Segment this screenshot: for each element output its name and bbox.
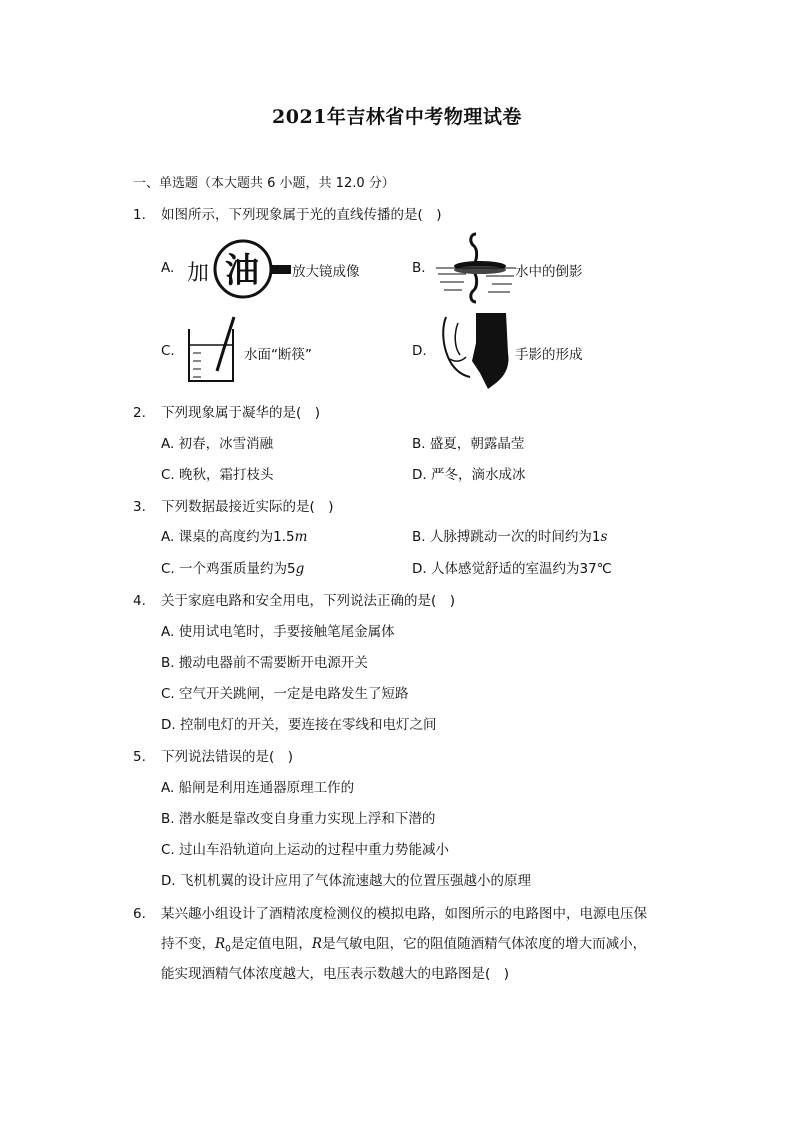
option-caption: 水中的倒影 [515, 264, 583, 280]
question-stem: 下列数据最接近实际的是( ) [161, 499, 334, 515]
text-fragment: 是气敏电阻，它的阻值随酒精气体浓度的增大而减小， [322, 936, 647, 952]
question-stem: 下列现象属于凝华的是( ) [161, 405, 321, 421]
question-5 [133, 745, 293, 765]
question-number: 4. [133, 593, 146, 609]
question-stem: 下列说法错误的是( ) [161, 749, 294, 765]
option-text: A. 课桌的高度约为1.5 [161, 529, 295, 545]
option-label: B. [412, 260, 426, 276]
q4-option-d[interactable]: D. 控制电灯的开关，要连接在零线和电灯之间 [161, 717, 437, 733]
q3-option-b[interactable] [412, 525, 607, 545]
q2-option-d[interactable]: D. 严冬，滴水成冰 [412, 467, 526, 483]
text-fragment: 持不变， [161, 936, 215, 952]
question-6-line2 [161, 932, 646, 955]
q4-option-b[interactable]: B. 搬动电器前不需要断开电源开关 [161, 655, 368, 671]
page-title: 2021年吉林省中考物理试卷 [272, 106, 522, 128]
q5-option-b[interactable]: B. 潜水艇是靠改变自身重力实现上浮和下潜的 [161, 811, 436, 827]
option-label: D. [412, 343, 427, 359]
q1-option-b[interactable] [412, 260, 642, 300]
q4-option-c[interactable]: C. 空气开关跳闸，一定是电路发生了短路 [161, 686, 409, 702]
question-number: 6. [133, 906, 146, 922]
magnifier-image [185, 238, 295, 300]
question-6 [133, 902, 647, 922]
q4-option-a[interactable]: A. 使用试电笔时，手要接触笔尾金属体 [161, 624, 395, 640]
unit: g [295, 561, 305, 577]
q3-option-c[interactable] [161, 557, 304, 577]
option-label: A. [161, 260, 175, 276]
option-caption: 手影的形成 [515, 347, 583, 363]
question-number: 2. [133, 405, 146, 421]
question-stem-line1: 某兴趣小组设计了酒精浓度检测仪的模拟电路，如图所示的电路图中，电源电压保 [161, 906, 647, 922]
glyph-jia: 加 [187, 261, 210, 286]
question-stem: 关于家庭电路和安全用电，下列说法正确的是( ) [161, 593, 456, 609]
q3-option-d[interactable]: D. 人体感觉舒适的室温约为37℃ [412, 561, 612, 577]
q5-option-c[interactable]: C. 过山车沿轨道向上运动的过程中重力势能减小 [161, 842, 450, 858]
resistor-r0: R [215, 936, 226, 952]
q1-option-d[interactable] [412, 343, 642, 383]
section-heading: 一、单选题（本大题共 6 小题，共 12.0 分） [133, 176, 395, 191]
question-2 [133, 401, 320, 421]
option-text: C. 一个鸡蛋质量约为5 [161, 561, 296, 577]
question-number: 3. [133, 499, 146, 515]
subscript-0: 0 [225, 944, 231, 955]
swan-reflection-image [436, 230, 516, 306]
question-4 [133, 589, 455, 609]
q1-option-a[interactable] [161, 251, 391, 300]
hand-shadow-image [436, 313, 514, 389]
glyph-you: 油 [225, 251, 259, 291]
resistor-r: R [311, 936, 323, 952]
beaker-chopstick-image [185, 315, 241, 385]
question-number: 5. [133, 749, 146, 765]
q3-option-a[interactable] [161, 525, 307, 545]
question-3 [133, 495, 334, 515]
q2-option-c[interactable]: C. 晚秋，霜打枝头 [161, 467, 274, 483]
q1-option-c[interactable] [161, 343, 391, 383]
option-label: C. [161, 343, 175, 359]
question-1 [133, 203, 442, 223]
q5-option-a[interactable]: A. 船闸是利用连通器原理工作的 [161, 780, 355, 796]
question-stem: 如图所示，下列现象属于光的直线传播的是( ) [161, 207, 442, 223]
unit: s [600, 529, 608, 545]
question-number: 1. [133, 207, 146, 223]
option-caption: 水面“断筷” [244, 347, 312, 363]
q5-option-d[interactable]: D. 飞机机翼的设计应用了气体流速越大的位置压强越小的原理 [161, 873, 531, 889]
q2-option-b[interactable]: B. 盛夏，朝露晶莹 [412, 436, 525, 452]
option-text: B. 人脉搏跳动一次的时间约为1 [412, 529, 601, 545]
unit: m [294, 529, 308, 545]
question-6-line3: 能实现酒精气体浓度越大，电压表示数越大的电路图是( ) [161, 966, 510, 982]
option-caption: 放大镜成像 [292, 264, 360, 280]
q2-option-a[interactable]: A. 初春，冰雪消融 [161, 436, 274, 452]
text-fragment: 是定值电阻， [230, 936, 312, 952]
